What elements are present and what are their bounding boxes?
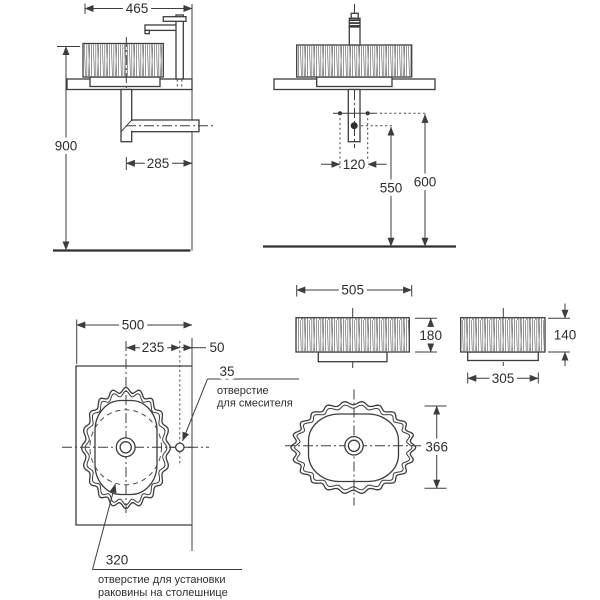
faucet-front [349,13,360,45]
dim-505-label: 505 [341,282,364,298]
dim-120-label: 120 [342,156,366,172]
sink-flute-texture [298,46,411,76]
dim-180-label: 180 [419,327,442,343]
drain-point [351,122,358,129]
dimension-235 [127,340,180,355]
view-basin-front [296,283,442,369]
dim-550-label: 550 [379,180,403,196]
dim-50-label: 50 [209,340,225,356]
dim-35-label: 35 [219,364,235,379]
view-front [263,4,456,247]
faucet-body [349,27,360,45]
faucet-spout [145,25,178,30]
faucet-neck [351,13,358,18]
dim-235-label: 235 [141,340,165,356]
callout-cutout [93,484,243,599]
dim-140-label: 140 [553,327,577,343]
dim-465-label: 465 [125,1,149,16]
dim-600-label: 600 [413,174,437,190]
view-basin-side [461,304,577,386]
dimension-120 [321,157,387,172]
dimension-50 [182,340,225,355]
faucet-hole-caption-1: отверстие [217,385,269,397]
sink-base-front [317,77,392,87]
view-side [53,1,213,251]
dimension-140 [548,304,576,367]
dim-900-label: 900 [54,138,78,154]
basin-flute-texture [462,319,545,352]
faucet-hole [176,443,184,451]
dimension-500 [77,318,192,365]
faucet-hole-caption-2: для смесителя [217,397,293,410]
aerator-band [350,22,360,24]
drain-outer [116,438,135,457]
dimension-550 [380,127,403,246]
dimension-366 [425,406,448,488]
dim-285-label: 285 [146,155,170,171]
dimension-465 [85,1,192,16]
dim-320-label: 320 [105,552,129,568]
callout-faucet-hole [183,364,299,441]
dimension-505 [297,283,412,298]
sink-base-side [90,77,160,87]
cutout-caption-2: раковины на столешнице [98,587,228,599]
faucet-body [176,15,183,79]
drain-pipe-side [121,90,213,142]
dim-500-label: 500 [121,317,145,333]
drain-outer [345,437,363,455]
dim-305-label: 305 [491,370,515,386]
faucet-spout-tip [145,30,149,33]
view-plan-counter [62,318,299,600]
dimension-900 [55,47,80,251]
dim-366-label: 366 [425,439,448,455]
drain-pipe-vertical [121,90,132,142]
dimension-285 [126,156,192,171]
faucet-handle [163,17,186,22]
dimension-180 [415,318,442,352]
aerator-band [350,19,360,21]
view-plan-basin [285,390,448,506]
basin-base [468,352,539,361]
sink-flute-texture [84,44,163,76]
dimension-600 [414,114,437,246]
dimension-305 [468,371,539,386]
basin-base [318,352,387,362]
cutout-caption-1: отверстие для установки [98,574,226,586]
basin-flute-texture [297,319,409,352]
leader-line [183,379,208,441]
